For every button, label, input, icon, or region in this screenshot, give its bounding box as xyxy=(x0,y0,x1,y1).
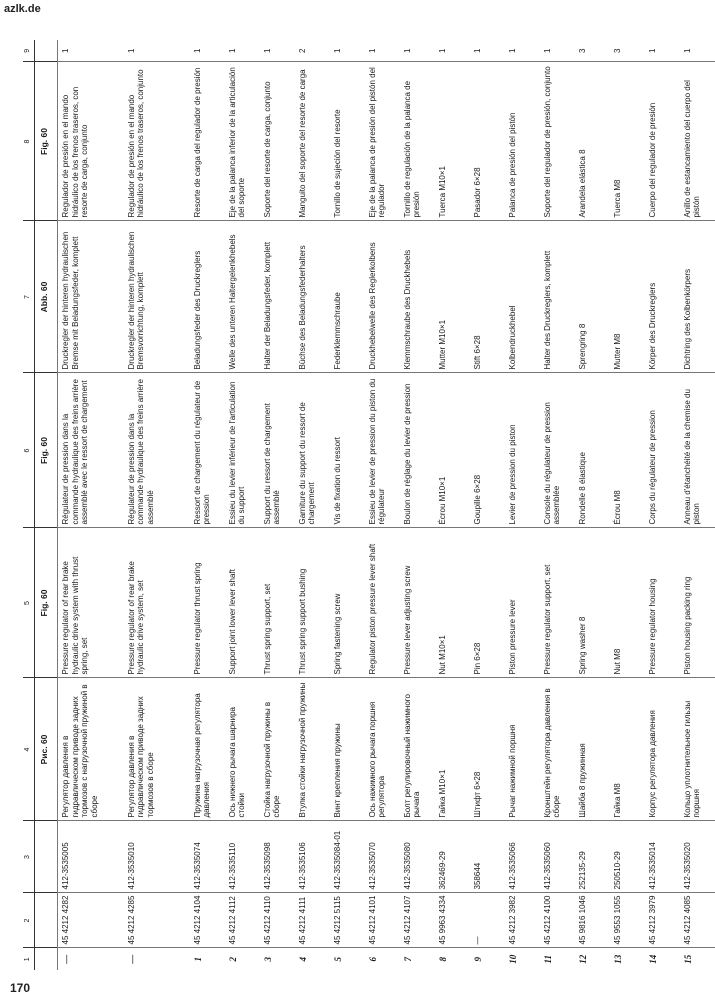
name-en: Support joint lower lever shaft xyxy=(225,528,260,678)
column-number: 2 xyxy=(23,893,35,948)
part-number: 412-3535020 xyxy=(680,821,715,893)
position-number: 6 xyxy=(367,957,378,962)
figure-header-es: Fig. 60 xyxy=(35,62,58,221)
quantity: 1 xyxy=(540,40,575,62)
name-ru: Винт крепления пружины xyxy=(330,678,365,821)
name-ru: Пружина нагрузочная регулятора давления xyxy=(190,678,225,821)
quantity: 1 xyxy=(58,40,124,62)
name-es: Tuerca M8 xyxy=(610,62,645,221)
table-row xyxy=(295,40,330,970)
catalog-number: 45 4212 4104 xyxy=(190,893,225,948)
name-fr: Boulon de réglage du levier de pression xyxy=(400,373,435,528)
name-ru: Гайка М8 xyxy=(610,678,645,821)
name-en: Pressure lever adjusting screw xyxy=(400,528,435,678)
catalog-number: — xyxy=(470,893,505,948)
name-de: Sprengring 8 xyxy=(575,221,610,373)
position-number: 1 xyxy=(192,957,203,962)
position-number: 14 xyxy=(647,954,658,964)
name-de: Stift 6×28 xyxy=(470,221,505,373)
column-number: 4 xyxy=(23,678,35,821)
column-number-row xyxy=(23,40,35,970)
name-es: Tornillo de regulación de la palanca de presión xyxy=(400,62,435,221)
table-row xyxy=(260,40,295,970)
quantity: 1 xyxy=(260,40,295,62)
name-fr: Vis de fixation du ressort xyxy=(330,373,365,528)
name-de: Mutter M8 xyxy=(610,221,645,373)
part-number: 362469-29 xyxy=(435,821,470,893)
name-fr: Levier de pression du piston xyxy=(505,373,540,528)
name-de: Körper des Druckreglers xyxy=(645,221,680,373)
name-fr: Essieu du levier inférieur de l'articulation du support xyxy=(225,373,260,528)
table-row xyxy=(365,40,400,970)
name-en: Pressure regulator of rear brake hydraulic drive system with thrust spring, set xyxy=(58,528,124,678)
name-fr: Régulateur de pression dans la commande hydraulique des freins arrière assemblé xyxy=(124,373,190,528)
name-en: Pressure regulator housing xyxy=(645,528,680,678)
table-row xyxy=(470,40,505,970)
name-de: Kolbendruckhebel xyxy=(505,221,540,373)
catalog-number: 45 9553 1055 xyxy=(610,893,645,948)
name-fr: Console du régulateur de pression assemblée xyxy=(540,373,575,528)
name-en: Pressure regulator support, set xyxy=(540,528,575,678)
table-row xyxy=(610,40,645,970)
catalog-number: 45 9963 4334 xyxy=(435,893,470,948)
name-es: Eje de la palanca inferior de la articulación del soporte xyxy=(225,62,260,221)
position-number: 10 xyxy=(507,954,518,964)
part-number: 252135-29 xyxy=(575,821,610,893)
table-row xyxy=(400,40,435,970)
catalog-number: 45 4212 3979 xyxy=(645,893,680,948)
position-number: 9 xyxy=(472,957,483,962)
parts-table-rotated xyxy=(23,40,702,970)
name-de: Büchse des Beladungsfederhalters xyxy=(295,221,330,373)
part-number: 412-3535066 xyxy=(505,821,540,893)
name-de: Mutter M10×1 xyxy=(435,221,470,373)
column-number: 9 xyxy=(23,40,35,62)
column-number: 6 xyxy=(23,373,35,528)
catalog-number: 45 4212 4101 xyxy=(365,893,400,948)
table-row xyxy=(540,40,575,970)
name-fr: Corps du régulateur de pression xyxy=(645,373,680,528)
name-en: Pressure regulator thrust spring xyxy=(190,528,225,678)
table-row xyxy=(190,40,225,970)
name-ru: Втулка стойки нагрузочной пружины xyxy=(295,678,330,821)
position-number: — xyxy=(61,954,71,964)
name-ru: Кронштейн регулятора давления в сборе xyxy=(540,678,575,821)
quantity: 3 xyxy=(610,40,645,62)
part-number: 412-3535106 xyxy=(295,821,330,893)
catalog-number: 45 4212 3982 xyxy=(505,893,540,948)
page-number: 170 xyxy=(10,981,31,995)
name-en: Piston housing packing ring xyxy=(680,528,715,678)
position-number: 12 xyxy=(577,954,588,964)
watermark: azlk.de xyxy=(4,3,41,15)
name-ru: Регулятор давления в гидравлическом приводе задних тормозов в сборе xyxy=(124,678,190,821)
name-ru: Болт регулировочный нажимного рычага xyxy=(400,678,435,821)
name-fr: Ressort de chargement du régulateur de pression xyxy=(190,373,225,528)
table-row xyxy=(124,40,190,970)
name-fr: Support du ressort de chargement assemblé xyxy=(260,373,295,528)
name-es: Soporte del resorte de carga, conjunto xyxy=(260,62,295,221)
position-number: 3 xyxy=(262,957,273,962)
table-row xyxy=(435,40,470,970)
quantity: 1 xyxy=(435,40,470,62)
name-de: Welle des unteren Haltergelenkhebels xyxy=(225,221,260,373)
quantity: 3 xyxy=(575,40,610,62)
name-es: Resorte de carga del regulador de presión xyxy=(190,62,225,221)
name-fr: Essieu de levier de pression du piston du régulateur xyxy=(365,373,400,528)
quantity: 1 xyxy=(330,40,365,62)
part-number: 412-3535074 xyxy=(190,821,225,893)
part-number: 412-3535084-01 xyxy=(330,821,365,893)
catalog-number: 45 4212 4112 xyxy=(225,893,260,948)
figure-header-row xyxy=(35,40,58,970)
position-number: 11 xyxy=(542,955,553,964)
name-en: Thrust spring support, set xyxy=(260,528,295,678)
catalog-number: 45 4212 4282 xyxy=(58,893,124,948)
column-number: 1 xyxy=(23,948,35,970)
catalog-number: 45 4212 4111 xyxy=(295,893,330,948)
quantity: 1 xyxy=(470,40,505,62)
part-number: 358644 xyxy=(470,821,505,893)
name-fr: Écrou M8 xyxy=(610,373,645,528)
part-number: 412-3535010 xyxy=(124,821,190,893)
table-row xyxy=(575,40,610,970)
part-number: 250510-29 xyxy=(610,821,645,893)
column-number: 8 xyxy=(23,62,35,221)
quantity: 1 xyxy=(190,40,225,62)
name-de: Druckhebelwelle des Reglerkolbens xyxy=(365,221,400,373)
parts-table xyxy=(23,40,715,970)
figure-header-ru: Рис. 60 xyxy=(35,678,58,821)
catalog-number: 45 9816 1046 xyxy=(575,893,610,948)
position-number: 5 xyxy=(332,957,343,962)
catalog-number: 45 4212 4107 xyxy=(400,893,435,948)
name-fr: Régulateur de pression dans la commande hydraulique des freins arrière assemblé avec le ressort de chargement xyxy=(58,373,124,528)
name-es: Cuerpo del regulador de presión xyxy=(645,62,680,221)
quantity: 1 xyxy=(225,40,260,62)
table-row xyxy=(58,40,124,970)
catalog-number: 45 4212 5115 xyxy=(330,893,365,948)
quantity: 1 xyxy=(365,40,400,62)
name-de: Halter der Beladungsfeder, komplett xyxy=(260,221,295,373)
name-ru: Шайба 8 пружинная xyxy=(575,678,610,821)
name-de: Halter des Druckreglers, komplett xyxy=(540,221,575,373)
name-ru: Регулятор давления в гидравлическом приводе задних тормозов с нагрузочной пружиной в сборе xyxy=(58,678,124,821)
name-de: Klemmschraube des Druckhebels xyxy=(400,221,435,373)
name-de: Druckregler der hinteren hydraulischen Bremse mit Beladungsfeder, komplett xyxy=(58,221,124,373)
name-en: Regulator piston pressure lever shaft xyxy=(365,528,400,678)
name-fr: Rondelle 8 élastique xyxy=(575,373,610,528)
name-es: Regulador de presión en el mando hidráulico de los frenos traseros, con resorte de carga, conjunto xyxy=(58,62,124,221)
name-en: Nut M10×1 xyxy=(435,528,470,678)
position-number: 13 xyxy=(612,954,623,964)
name-en: Pressure regulator of rear brake hydraulic drive system, set xyxy=(124,528,190,678)
part-number: 412-3535014 xyxy=(645,821,680,893)
name-en: Pin 6×28 xyxy=(470,528,505,678)
name-en: Thrust spring support bushing xyxy=(295,528,330,678)
column-number: 3 xyxy=(23,821,35,893)
position-number: 2 xyxy=(227,957,238,962)
name-es: Tuerca M10×1 xyxy=(435,62,470,221)
position-number: — xyxy=(126,954,137,964)
table-row xyxy=(680,40,715,970)
name-fr: Anneau d'étanchéité de la chemise du piston xyxy=(680,373,715,528)
column-number: 5 xyxy=(23,528,35,678)
name-es: Arandela elástica 8 xyxy=(575,62,610,221)
part-number: 412-3535080 xyxy=(400,821,435,893)
table-row xyxy=(330,40,365,970)
table-row xyxy=(645,40,680,970)
name-en: Spring fastening screw xyxy=(330,528,365,678)
part-number: 412-3535060 xyxy=(540,821,575,893)
name-es: Pasador 6×28 xyxy=(470,62,505,221)
name-de: Druckregler der hinteren hydraulischen Bremsvorrichtung, komplett xyxy=(124,221,190,373)
table-row xyxy=(225,40,260,970)
name-es: Soporte del regulador de presión, conjunto xyxy=(540,62,575,221)
name-ru: Рычаг нажимной поршня xyxy=(505,678,540,821)
quantity: 1 xyxy=(505,40,540,62)
name-de: Beladungsfeder des Druckreglers xyxy=(190,221,225,373)
name-ru: Стойка нагрузочной пружины в сборе xyxy=(260,678,295,821)
name-es: Palanca de presión del pistón xyxy=(505,62,540,221)
name-fr: Goupille 6×28 xyxy=(470,373,505,528)
name-de: Dichtring des Kolbenkörpers xyxy=(680,221,715,373)
part-number: 412-3535005 xyxy=(58,821,124,893)
name-en: Spring washer 8 xyxy=(575,528,610,678)
name-fr: Garniture du support du ressort de chargement xyxy=(295,373,330,528)
part-number: 412-3535070 xyxy=(365,821,400,893)
column-number: 7 xyxy=(23,221,35,373)
name-es: Anillo de estancamiento del cuerpo del pistón xyxy=(680,62,715,221)
name-es: Eje de la palanca de presión del pistón del regulador xyxy=(365,62,400,221)
position-number: 7 xyxy=(402,957,413,962)
quantity: 1 xyxy=(645,40,680,62)
quantity: 2 xyxy=(295,40,330,62)
catalog-number: 45 4212 4085 xyxy=(680,893,715,948)
name-ru: Кольцо уплотнительное гильзы поршня xyxy=(680,678,715,821)
position-number: 4 xyxy=(297,957,308,962)
figure-header-de: Abb. 60 xyxy=(35,221,58,373)
name-ru: Ось нижнего рычага шарнира стойки xyxy=(225,678,260,821)
part-number: 412-3535098 xyxy=(260,821,295,893)
name-es: Regulador de presión en el mando hidráulico de los frenos traseros, conjunto xyxy=(124,62,190,221)
name-ru: Штифт 6×28 xyxy=(470,678,505,821)
position-number: 15 xyxy=(682,954,693,964)
figure-header-fr: Fig. 60 xyxy=(35,373,58,528)
name-de: Federklemmschraube xyxy=(330,221,365,373)
name-es: Manguito del soporte del resorte de carga xyxy=(295,62,330,221)
name-en: Nut M8 xyxy=(610,528,645,678)
part-number: 412-3535110 xyxy=(225,821,260,893)
position-number: 8 xyxy=(437,957,448,962)
catalog-number: 45 4212 4100 xyxy=(540,893,575,948)
name-ru: Корпус регулятора давления xyxy=(645,678,680,821)
figure-header-en: Fig. 60 xyxy=(35,528,58,678)
quantity: 1 xyxy=(400,40,435,62)
quantity: 1 xyxy=(124,40,190,62)
name-en: Piston pressure lever xyxy=(505,528,540,678)
name-ru: Ось нажимного рычага поршня регулятора xyxy=(365,678,400,821)
catalog-number: 45 4212 4110 xyxy=(260,893,295,948)
name-es: Tornillo de sujeción del resorte xyxy=(330,62,365,221)
table-row xyxy=(505,40,540,970)
name-fr: Écrou M10×1 xyxy=(435,373,470,528)
name-ru: Гайка М10×1 xyxy=(435,678,470,821)
quantity: 1 xyxy=(680,40,715,62)
catalog-number: 45 4212 4285 xyxy=(124,893,190,948)
